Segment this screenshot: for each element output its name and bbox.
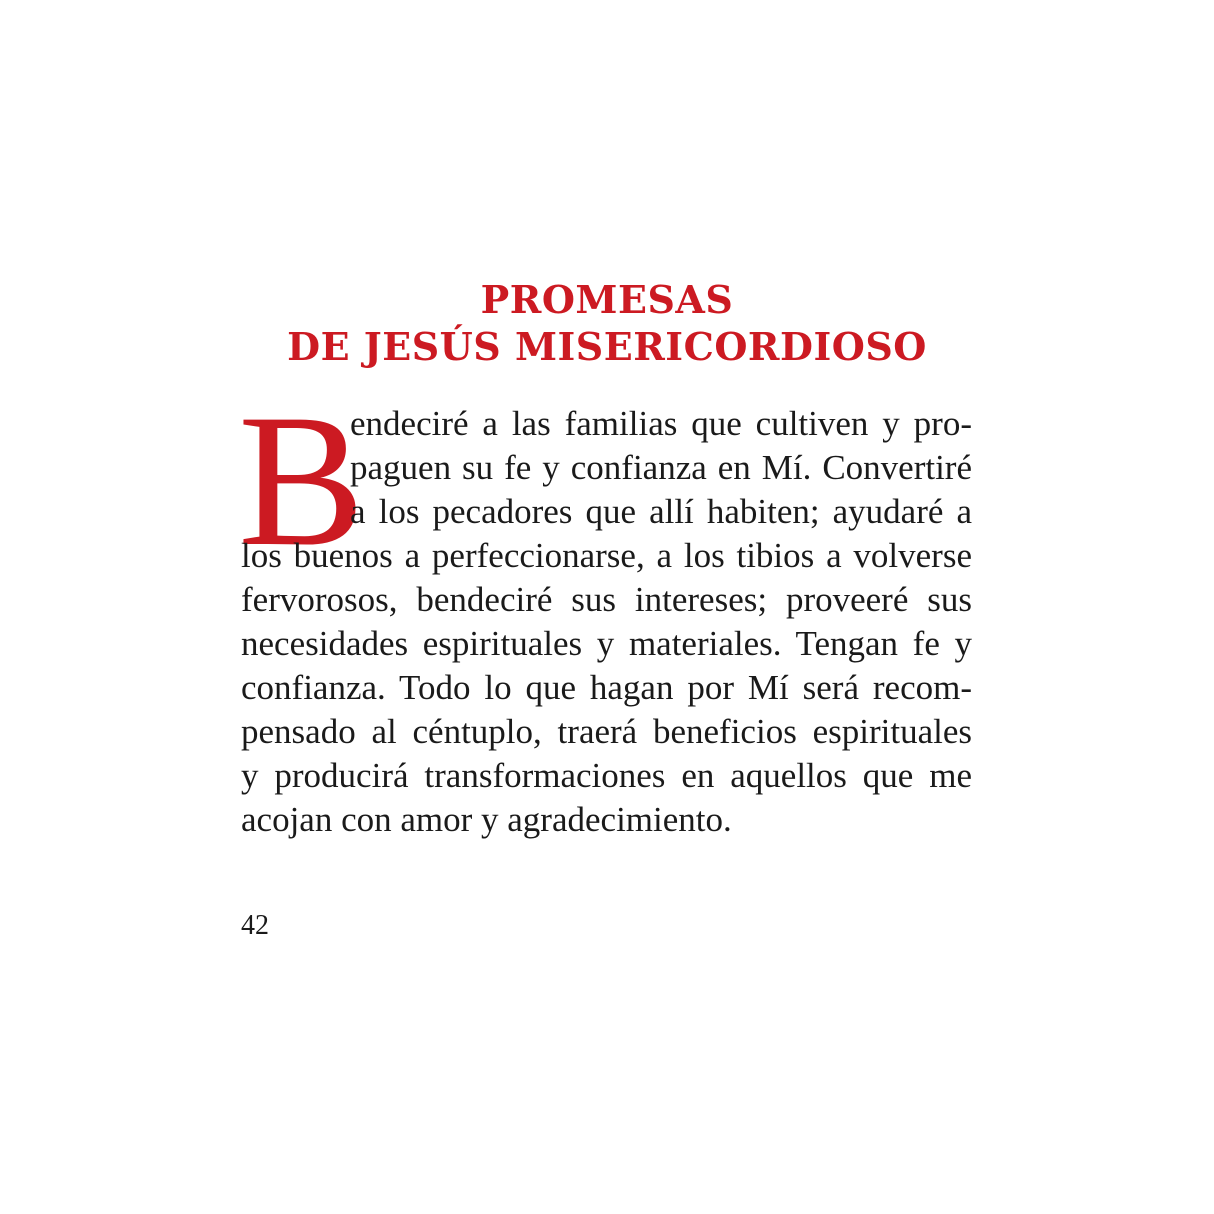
paragraph-line-4: los buenos a perfeccionarse, a los tibios a volverse <box>241 536 972 575</box>
paragraph-line-9: y producirá transformaciones en aquellos que me <box>241 756 972 795</box>
paragraph-line-6: necesidades espirituales y materiales. Tengan fe y <box>241 624 972 663</box>
page-number: 42 <box>241 910 269 941</box>
paragraph-line-8: pensado al céntuplo, traerá beneficios espirituales <box>241 712 972 751</box>
paragraph-line-1: endeciré a las familias que cultiven y pro- <box>350 404 972 443</box>
paragraph-line-2: paguen su fe y confianza en Mí. Convertiré <box>350 448 972 487</box>
paragraph-line-7: confianza. Todo lo que hagan por Mí será recom- <box>241 668 972 707</box>
paragraph-line-5: fervorosos, bendeciré sus intereses; proveeré sus <box>241 580 972 619</box>
page-title-line-1: PROMESAS <box>480 277 734 322</box>
drop-cap: B <box>238 376 365 586</box>
page-title-line-2: DE JESÚS MISERICORDIOSO <box>287 324 927 369</box>
paragraph-line-10: acojan con amor y agradecimiento. <box>241 800 732 839</box>
paragraph-line-3: a los pecadores que allí habiten; ayudaré a <box>350 492 972 531</box>
